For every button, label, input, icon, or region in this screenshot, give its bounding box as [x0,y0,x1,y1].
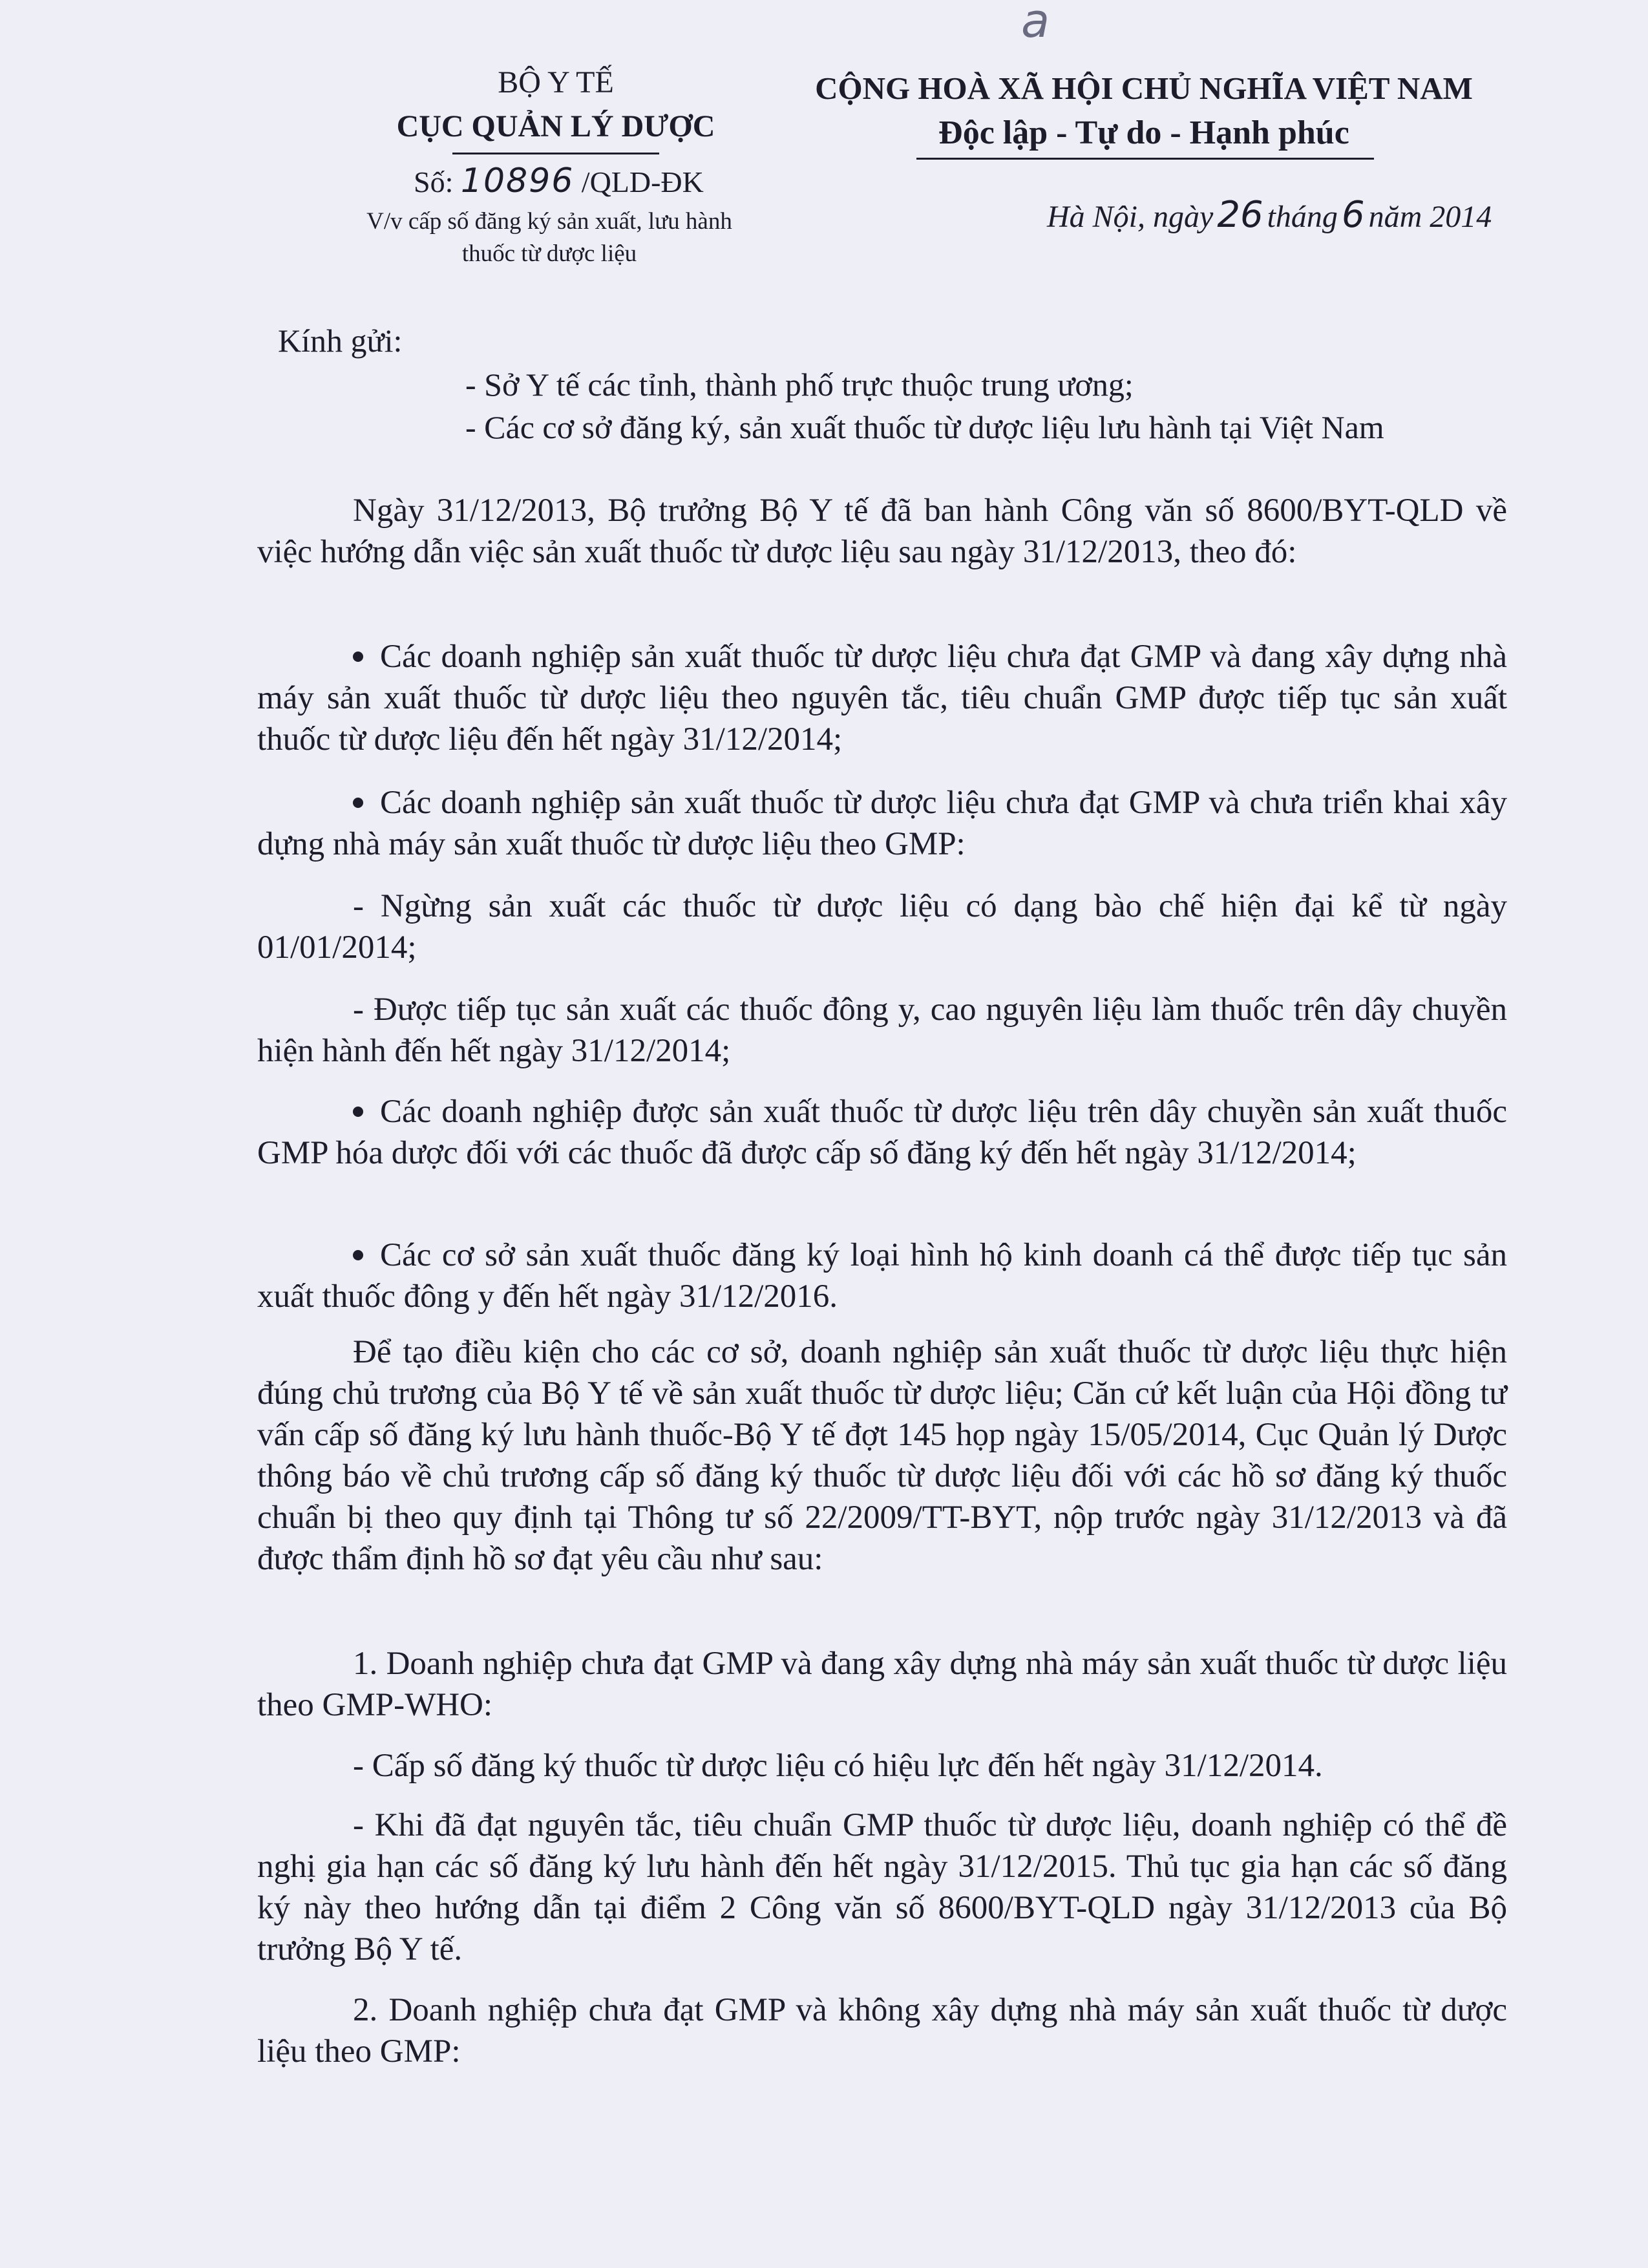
bullet-2-text: Các doanh nghiệp sản xuất thuốc từ dược liệu chưa đạt GMP và chưa triển khai xây dựng nhà máy sản xuất thuốc từ dược liệu theo GMP: [257,785,1507,862]
date-month-label: tháng [1267,200,1338,234]
nation-name: CỘNG HOÀ XÃ HỘI CHỦ NGHĨA VIỆT NAM [815,70,1473,106]
bullet-1-text: Các doanh nghiệp sản xuất thuốc từ dược liệu chưa đạt GMP và đang xây dựng nhà máy sản xuất thuốc từ dược liệu theo nguyên tắc, tiêu chuẩn GMP được tiếp tục sản xuất thuốc từ dược liệu đến hết ngày 31/12/2014; [257,639,1507,758]
subject-line-1: V/v cấp số đăng ký sản xuất, lưu hành [366,208,732,235]
agency-divider [452,153,659,154]
motto-divider [916,158,1374,160]
bullet-icon [353,798,363,808]
doc-number-label: Số: [414,165,454,198]
recipient-1: - Sở Y tế các tỉnh, thành phố trực thuộc trung ương; [465,366,1134,403]
section-2-heading: 2. Doanh nghiệp chưa đạt GMP và không xây dựng nhà máy sản xuất thuốc từ dược liệu theo GMP: [257,1992,1507,2070]
dash-item-2: - Được tiếp tục sản xuất các thuốc đông y, cao nguyên liệu làm thuốc trên dây chuyền hiện hành đến hết ngày 31/12/2014; [257,991,1507,1069]
agency-name: CỤC QUẢN LÝ DƯỢC [396,109,715,143]
bullet-4-text: Các cơ sở sản xuất thuốc đăng ký loại hình hộ kinh doanh cá thể được tiếp tục sản xuất thuốc đông y đến hết ngày 31/12/2016. [257,1237,1507,1315]
date-day: 26 [1217,194,1263,236]
paragraph-intro: Ngày 31/12/2013, Bộ trưởng Bộ Y tế đã ban hành Công văn số 8600/BYT-QLD về việc hướng dẫn việc sản xuất thuốc từ dược liệu sau ngày 31/12/2013, theo đó: [257,493,1507,570]
bullet-2 [257,782,1507,865]
document-number [414,162,704,200]
handwritten-note: a [1021,0,1050,48]
greeting: Kính gửi: [278,323,403,359]
doc-number-suffix: /QLD-ĐK [581,165,704,198]
date-year: năm 2014 [1368,200,1492,234]
paragraph-directive: Để tạo điều kiện cho các cơ sở, doanh nghiệp sản xuất thuốc từ dược liệu thực hiện đúng chủ trương của Bộ Y tế về sản xuất thuốc từ dược liệu; Căn cứ kết luận của Hội đồng tư vấn cấp số đăng ký lưu hành thuốc-Bộ Y tế đợt 145 họp ngày 15/05/2014, Cục Quản lý Dược thông báo về chủ trương cấp số đăng ký thuốc từ dược liệu đối với các hồ sơ đăng ký thuốc chuẩn bị theo quy định tại Thông tư số 22/2009/TT-BYT, nộp trước ngày 31/12/2013 và đã được thẩm định hồ sơ đạt yêu cầu như sau: [257,1334,1507,1577]
doc-number-handwritten: 10896 [460,162,575,200]
bullet-3-text: Các doanh nghiệp được sản xuất thuốc từ dược liệu trên dây chuyền sản xuất thuốc GMP hóa dược đối với các thuốc đã được cấp số đăng ký đến hết ngày 31/12/2014; [257,1094,1507,1171]
dash-item-1: - Ngừng sản xuất các thuốc từ dược liệu có dạng bào chế hiện đại kể từ ngày 01/01/2014; [257,888,1507,966]
bullet-4 [257,1235,1507,1317]
agency-parent: BỘ Y TẾ [498,65,614,100]
bullet-icon [353,1250,363,1260]
bullet-1 [257,636,1507,760]
bullet-3 [257,1091,1507,1174]
date-month: 6 [1341,194,1365,236]
national-motto: Độc lập - Tự do - Hạnh phúc [938,114,1349,151]
document-subject [304,206,795,270]
section-1-heading: 1. Doanh nghiệp chưa đạt GMP và đang xây dựng nhà máy sản xuất thuốc từ dược liệu theo GMP-WHO: [257,1646,1507,1723]
section-1-item-a: - Cấp số đăng ký thuốc từ dược liệu có hiệu lực đến hết ngày 31/12/2014. [353,1748,1323,1784]
date-place: Hà Nội, ngày [1047,200,1214,234]
date-line [1047,194,1492,236]
bullet-icon [353,652,363,662]
section-1-item-b: - Khi đã đạt nguyên tắc, tiêu chuẩn GMP thuốc từ dược liệu, doanh nghiệp có thể đề nghị gia hạn các số đăng ký lưu hành đến hết ngày 31/12/2015. Thủ tục gia hạn các số đăng ký này theo hướng dẫn tại điểm 2 Công văn số 8600/BYT-QLD ngày 31/12/2013 của Bộ trưởng Bộ Y tế. [257,1807,1507,1967]
recipient-2: - Các cơ sở đăng ký, sản xuất thuốc từ dược liệu lưu hành tại Việt Nam [465,409,1384,445]
bullet-icon [353,1107,363,1117]
subject-line-2: thuốc từ dược liệu [461,240,637,267]
